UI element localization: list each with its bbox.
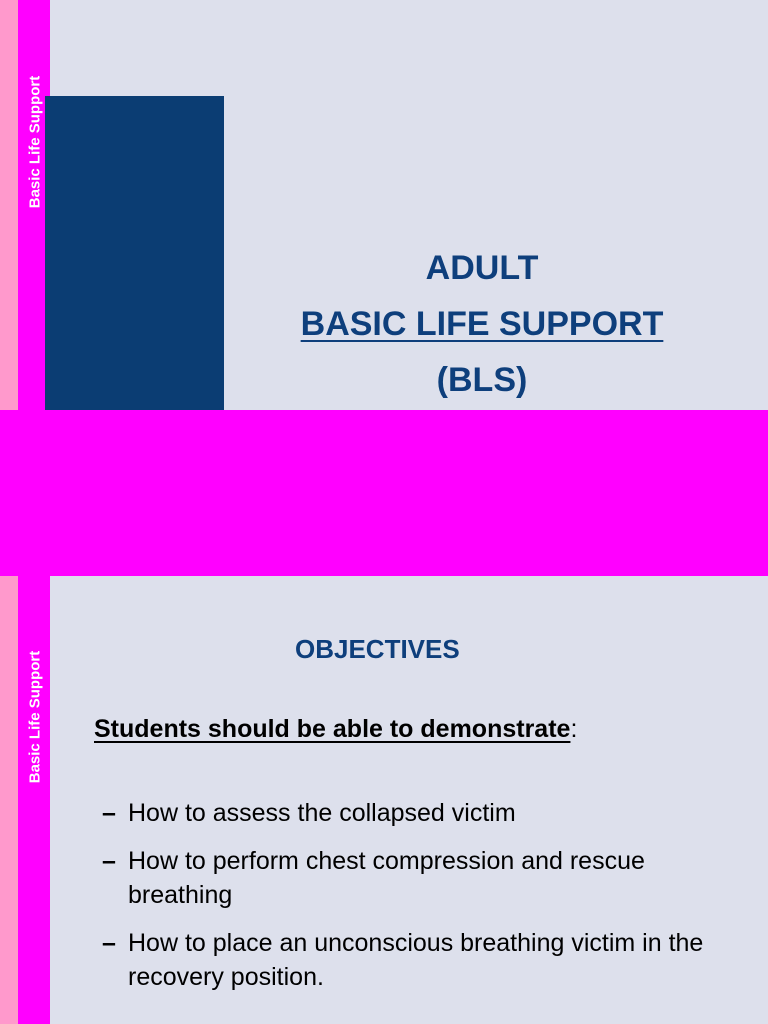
side-label: Basic Life Support <box>26 650 44 784</box>
objectives-heading: OBJECTIVES <box>295 634 460 664</box>
bullet-dash: – <box>102 847 116 875</box>
title-line-bls: (BLS) <box>436 361 528 399</box>
objectives-intro <box>94 715 577 744</box>
objectives-intro-colon: : <box>570 715 578 743</box>
title-line-basic-life-support: BASIC LIFE SUPPORT <box>300 305 664 343</box>
side-band-pink <box>0 0 18 410</box>
title-line-adult: ADULT <box>425 249 539 287</box>
side-band-pink <box>0 576 18 1024</box>
objective-item <box>102 926 742 994</box>
objective-text: How to assess the collapsed victim <box>128 799 516 827</box>
side-label: Basic Life Support <box>26 75 44 209</box>
bullet-dash: – <box>102 929 116 957</box>
side-band-magenta <box>18 576 50 1024</box>
slide-objectives <box>0 576 768 1024</box>
objective-text: How to place an unconscious breathing victim in the recovery position. <box>128 929 704 991</box>
navy-accent-block <box>45 96 224 410</box>
objective-text: How to perform chest compression and rescue breathing <box>128 847 645 909</box>
objective-item <box>102 844 742 912</box>
objective-item <box>102 796 742 830</box>
bullet-dash: – <box>102 799 116 827</box>
objectives-list <box>102 796 742 1008</box>
objectives-intro-text: Students should be able to demonstrate <box>94 715 571 743</box>
slide-title <box>0 0 768 410</box>
